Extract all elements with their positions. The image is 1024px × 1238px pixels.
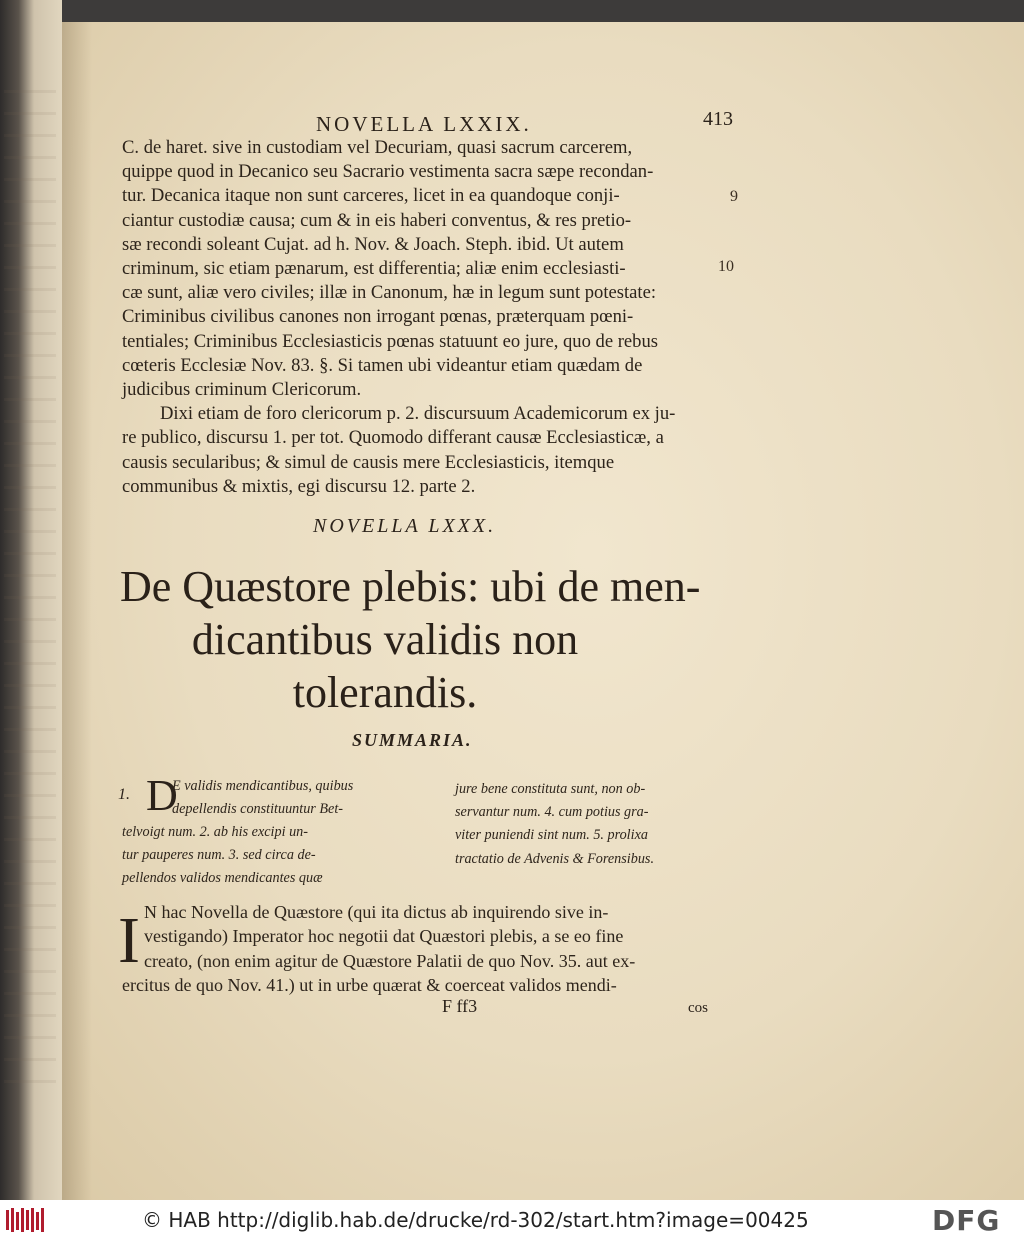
intro-drop-cap: I bbox=[118, 904, 140, 977]
page-number: 413 bbox=[703, 108, 733, 130]
title-line: dicantibus validis non bbox=[191, 615, 579, 664]
body-line: re publico, discursu 1. per tot. Quomodo differant causæ Ecclesiasticæ, a bbox=[122, 427, 664, 449]
summary-line: telvoigt num. 2. ab his excipi un- bbox=[122, 824, 308, 840]
intro-text bbox=[122, 900, 728, 998]
catchword: cos bbox=[688, 1000, 708, 1016]
summary-drop-cap: D bbox=[146, 771, 178, 820]
body-line: criminum, sic etiam pænarum, est differentia; aliæ enim ecclesiasti- bbox=[122, 258, 626, 280]
body-text bbox=[122, 136, 728, 499]
footer-bar bbox=[0, 1200, 1024, 1238]
summary-column-left bbox=[172, 775, 353, 821]
summary-column-left-cont bbox=[122, 821, 323, 891]
dfg-logo: DFG bbox=[932, 1204, 1001, 1237]
body-line: tur. Decanica itaque non sunt carceres, licet in ea quandoque conji- bbox=[122, 185, 620, 207]
adjacent-page-edge bbox=[0, 0, 62, 1200]
intro-line: vestigando) Imperator hoc negotii dat Quæstori plebis, a se eo fine bbox=[144, 926, 624, 947]
copyright-link[interactable]: © HAB http://diglib.hab.de/drucke/rd-302/start.htm?image=00425 bbox=[142, 1208, 809, 1232]
title-line: tolerandis. bbox=[292, 668, 478, 717]
gutter-shadow bbox=[62, 22, 92, 1200]
summary-line: viter puniendi sint num. 5. prolixa bbox=[455, 827, 648, 844]
body-line: Dixi etiam de foro clericorum p. 2. discursuum Academicorum ex ju- bbox=[160, 403, 676, 425]
novella-number: NOVELLA LXXX. bbox=[313, 515, 497, 537]
body-line: quippe quod in Decanico seu Sacrario vestimenta sacra sæpe recondan- bbox=[122, 161, 654, 183]
body-line: cœteris Ecclesiæ Nov. 83. §. Si tamen ubi videantur etiam quædam de bbox=[122, 354, 643, 376]
bleed-through-texture bbox=[4, 90, 56, 1090]
title-line: De Quæstore plebis: ubi de men- bbox=[120, 562, 701, 611]
intro-line: ercitus de quo Nov. 41.) ut in urbe quærat & coerceat validos mendi- bbox=[122, 975, 617, 996]
body-line: communibus & mixtis, egi discursu 12. parte 2. bbox=[122, 475, 476, 497]
summary-line: jure bene constituta sunt, non ob- bbox=[455, 781, 646, 797]
summary-column-right bbox=[455, 778, 654, 871]
margin-number: 9 bbox=[730, 188, 738, 205]
body-line: sæ recondi soleant Cujat. ad h. Nov. & Joach. Steph. ibid. Ut autem bbox=[122, 233, 624, 255]
intro-line: N hac Novella de Quæstore (qui ita dictus ab inquirendo sive in- bbox=[144, 902, 609, 922]
summary-line: tur pauperes num. 3. sed circa de- bbox=[122, 847, 316, 864]
body-line: C. de haret. sive in custodiam vel Decuriam, quasi sacrum carcerem, bbox=[122, 137, 633, 158]
body-line: cæ sunt, aliæ vero civiles; illæ in Canonum, hæ in legum sunt potestate: bbox=[122, 282, 657, 304]
summary-line: depellendis constituuntur Bet- bbox=[172, 801, 344, 818]
body-line: Criminibus civilibus canones non irrogant pœnas, præterquam pœni- bbox=[122, 306, 634, 328]
running-head: NOVELLA LXXIX. bbox=[316, 112, 532, 136]
summary-line: tractatio de Advenis & Forensibus. bbox=[455, 850, 654, 867]
summaria-heading: SUMMARIA. bbox=[352, 730, 473, 750]
summary-line: pellendos validos mendicantes quæ bbox=[122, 870, 323, 887]
novella-title bbox=[120, 560, 720, 719]
signature-mark: F ff3 bbox=[442, 996, 478, 1016]
body-line: tentiales; Criminibus Ecclesiasticis pœnas statuunt eo jure, quo de rebus bbox=[122, 330, 659, 352]
body-line: ciantur custodiæ causa; cum & in eis haberi conventus, & res pretio- bbox=[122, 209, 632, 231]
summary-number: 1. bbox=[118, 786, 130, 803]
body-line: causis secularibus; & simul de causis mere Ecclesiasticis, itemque bbox=[122, 451, 615, 473]
body-line: judicibus criminum Clericorum. bbox=[122, 379, 362, 401]
intro-line: creato, (non enim agitur de Quæstore Palatii de quo Nov. 35. aut ex- bbox=[144, 950, 636, 971]
summary-line: E validis mendicantibus, quibus bbox=[172, 778, 354, 794]
summary-line: servantur num. 4. cum potius gra- bbox=[455, 804, 649, 821]
margin-number: 10 bbox=[718, 258, 734, 275]
hab-logo-icon bbox=[6, 1208, 48, 1232]
